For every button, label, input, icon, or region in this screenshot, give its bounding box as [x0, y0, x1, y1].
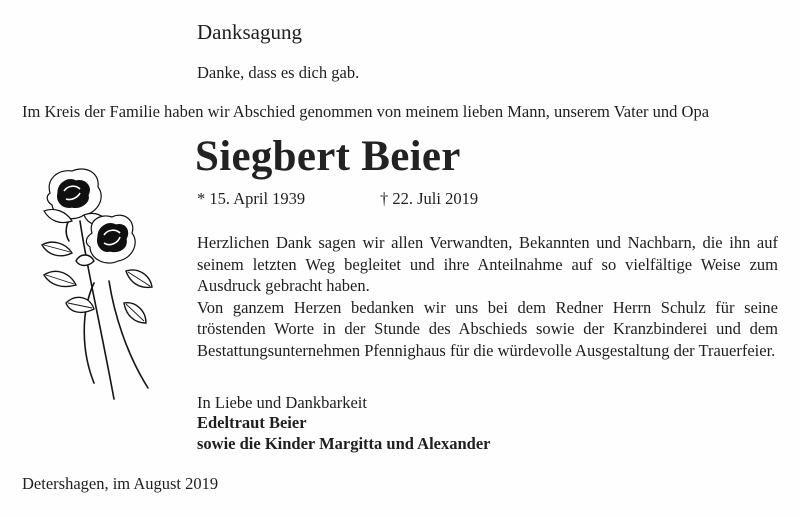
notice-tagline: Danke, dass es dich gab. — [197, 63, 360, 82]
notice-heading: Danksagung — [197, 20, 302, 44]
birth-date: * 15. April 1939 — [197, 189, 306, 208]
thanks-paragraph-ceremony: Von ganzem Herzen bedanken wir uns bei dem Redner Herrn Schulz für seine tröstenden Worte in der Stunde des Abschieds sowie der Kranzbinderei und dem Bestattungsunternehmen Pfennighaus für die würdevolle Ausgestaltung der Trauerfeier. — [197, 297, 778, 360]
signer-children: sowie die Kinder Margitta und Alexander — [197, 434, 491, 453]
signer-widow: Edeltraut Beier — [197, 413, 307, 432]
thanks-paragraph-relatives: Herzlichen Dank sagen wir allen Verwandten, Bekannten und Nachbarn, die ihn auf seinem letzten Weg begleitet und ihre Anteilnahme auf so vielfältige Weise zum Ausdruck gebracht haben. — [197, 233, 778, 295]
deceased-name: Siegbert Beier — [195, 133, 461, 180]
closing-line: In Liebe und Dankbarkeit — [197, 393, 367, 412]
notice-body — [197, 232, 778, 361]
death-date: † 22. Juli 2019 — [380, 189, 479, 208]
notice-intro: Im Kreis der Familie haben wir Abschied genommen von meinem lieben Mann, unserem Vater und Opa — [22, 102, 710, 121]
roses-icon — [36, 163, 161, 403]
place-and-date: Detershagen, im August 2019 — [22, 474, 219, 493]
